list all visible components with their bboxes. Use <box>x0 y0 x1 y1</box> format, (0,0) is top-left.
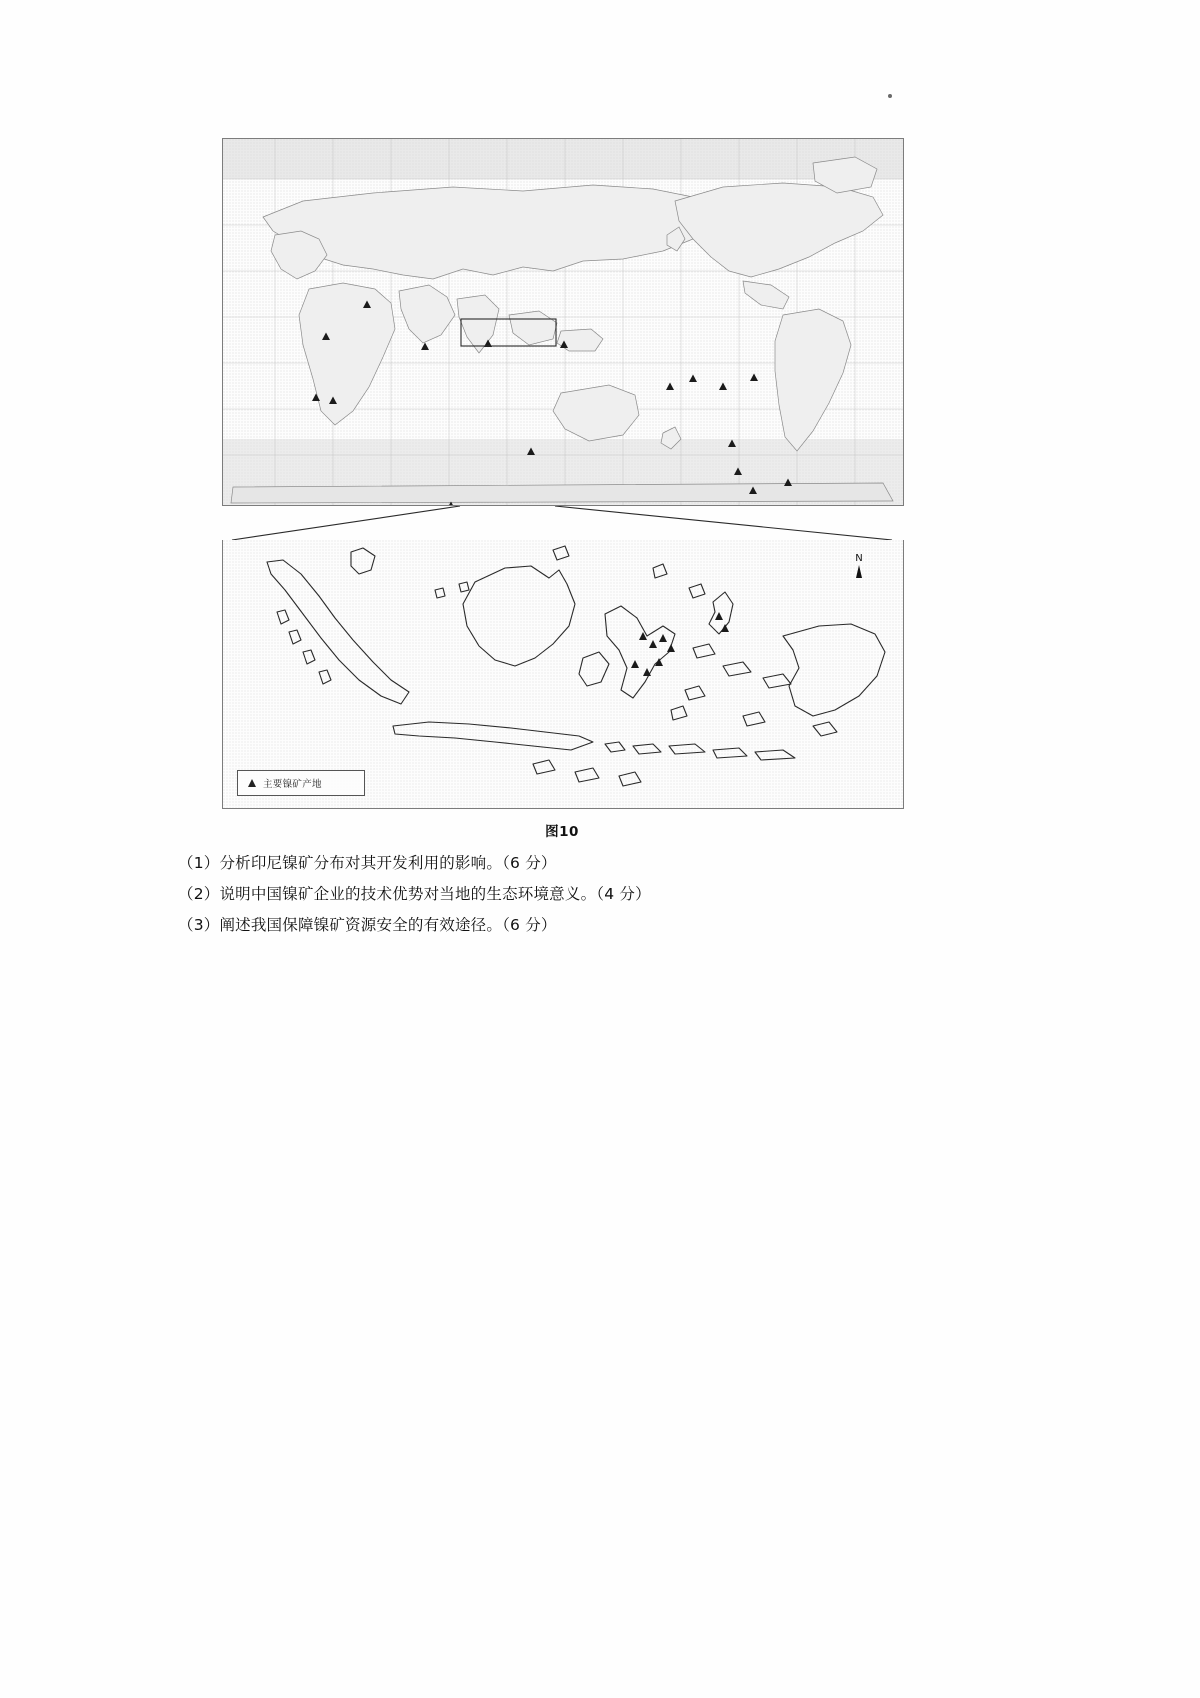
legend-label: 主要镍矿产地 <box>263 779 322 790</box>
question-list <box>178 848 1038 941</box>
figure-caption: 图10 <box>545 824 579 840</box>
page-speck <box>888 94 892 98</box>
question-item: （2）说明中国镍矿企业的技术优势对当地的生态环境意义。（4 分） <box>178 885 651 903</box>
figure-10 <box>222 138 902 840</box>
inset-connector <box>222 506 902 540</box>
nickel-site-markers-inset <box>631 612 729 676</box>
world-map-panel <box>222 138 904 506</box>
indonesia-inset-panel <box>222 540 904 809</box>
question-item: （1）分析印尼镍矿分布对其开发利用的影响。（6 分） <box>178 854 557 872</box>
question-item: （3）阐述我国保障镍矿资源安全的有效途径。（6 分） <box>178 916 557 934</box>
indonesia-map-graphic <box>223 540 903 808</box>
inset-connector-lines <box>222 506 902 540</box>
triangle-marker-icon <box>248 779 256 787</box>
compass-north-label: N <box>855 553 863 564</box>
map-legend <box>237 770 365 796</box>
world-map-graphic <box>223 139 903 505</box>
compass-rose <box>849 554 869 578</box>
compass-arrow-icon <box>856 565 862 578</box>
